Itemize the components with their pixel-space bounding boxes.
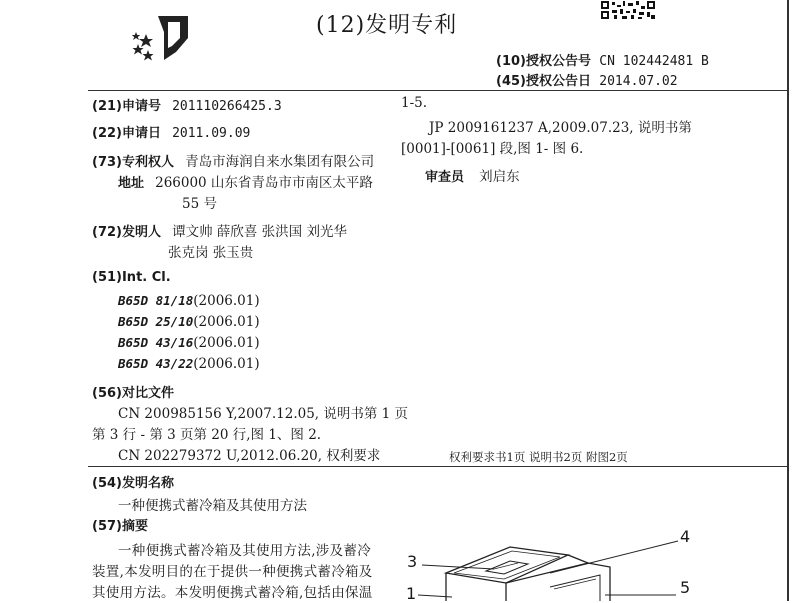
inventors-line-1: 谭文帅 薛欣喜 张洪国 刘光华 xyxy=(172,224,347,240)
pub-date-row xyxy=(496,70,678,89)
classification-code: B65D 43/16 xyxy=(118,335,194,350)
filing-date-row xyxy=(92,122,250,141)
document-title: (12)发明专利 xyxy=(316,13,458,38)
classification-row xyxy=(118,311,260,330)
section-divider xyxy=(88,466,787,467)
classification-row xyxy=(118,332,260,351)
application-number: 201110266425.3 xyxy=(172,99,282,114)
address-row xyxy=(118,171,373,191)
classification-version: (2006.01) xyxy=(193,293,260,309)
pub-number-row xyxy=(496,50,709,69)
figure-label-1: 1 xyxy=(406,584,417,603)
classification-row xyxy=(118,290,260,309)
reference-continued-3: [0001]-[0061] 段,图 1- 图 6. xyxy=(401,141,584,157)
figure-label-3: 3 xyxy=(407,552,418,571)
filing-date: 2011.09.09 xyxy=(172,126,251,141)
qr-code-icon xyxy=(600,0,656,20)
application-number-label: (21)申请号 xyxy=(92,99,161,114)
address-line-2: 55 号 xyxy=(182,196,217,212)
reference-line-1: CN 200985156 Y,2007.12.05, 说明书第 1 页 xyxy=(118,406,409,422)
address-label: 地址 xyxy=(118,176,145,191)
inventors-line-2: 张克岗 张玉贵 xyxy=(168,245,254,261)
pub-number: CN 102442481 B xyxy=(599,54,709,69)
header-divider xyxy=(88,90,787,91)
pub-date-label: (45)授权公告日 xyxy=(496,74,591,89)
inventors-row xyxy=(92,220,347,240)
reference-line-3: CN 202279372 U,2012.06.20, 权利要求 xyxy=(118,448,381,464)
patentee-row xyxy=(92,150,374,170)
pub-date: 2014.07.02 xyxy=(599,74,678,89)
patentee: 青岛市海润自来水集团有限公司 xyxy=(185,154,375,170)
int-cl-label: (51)Int. Cl. xyxy=(92,270,171,285)
examiner-label: 审查员 xyxy=(425,170,465,185)
examiner-row xyxy=(425,165,520,185)
pub-number-label: (10)授权公告号 xyxy=(496,54,591,69)
classification-row xyxy=(118,353,260,372)
filing-date-label: (22)申请日 xyxy=(92,126,161,141)
address-line-1: 266000 山东省青岛市市南区太平路 xyxy=(155,175,373,191)
classification-version: (2006.01) xyxy=(193,356,260,372)
reference-continued-2: JP 2009161237 A,2009.07.23, 说明书第 xyxy=(429,120,692,136)
classification-version: (2006.01) xyxy=(193,314,260,330)
classification-code: B65D 25/10 xyxy=(118,314,194,329)
reference-line-2: 第 3 行 - 第 3 页第 20 行,图 1、图 2. xyxy=(92,427,322,443)
patent-office-emblem-icon xyxy=(128,12,198,64)
patentee-label: (73)专利权人 xyxy=(92,155,174,170)
classification-version: (2006.01) xyxy=(193,335,260,351)
invention-name: 一种便携式蓄冷箱及其使用方法 xyxy=(118,498,307,514)
inventors-label: (72)发明人 xyxy=(92,225,161,240)
figure-label-5: 5 xyxy=(680,578,691,597)
figure-label-4: 4 xyxy=(680,527,691,546)
abstract-label: (57)摘要 xyxy=(92,519,148,534)
reference-continued-1: 1-5. xyxy=(401,95,428,111)
abstract-line-3: 其使用方法。本发明便携式蓄冷箱,包括由保温 xyxy=(92,585,373,601)
abstract-line-1: 一种便携式蓄冷箱及其使用方法,涉及蓄冷 xyxy=(118,543,371,559)
abstract-line-2: 装置,本发明目的在于提供一种便携式蓄冷箱及 xyxy=(92,564,373,580)
page-count-summary: 权利要求书1页 说明书2页 附图2页 xyxy=(449,450,628,464)
application-number-row xyxy=(92,95,282,114)
page-right-border xyxy=(787,0,789,601)
invention-name-label: (54)发明名称 xyxy=(92,476,174,491)
cooler-box-figure xyxy=(400,525,705,601)
references-label: (56)对比文件 xyxy=(92,386,174,401)
classification-code: B65D 43/22 xyxy=(118,356,194,371)
examiner-name: 刘启东 xyxy=(479,169,520,185)
classification-code: B65D 81/18 xyxy=(118,293,194,308)
